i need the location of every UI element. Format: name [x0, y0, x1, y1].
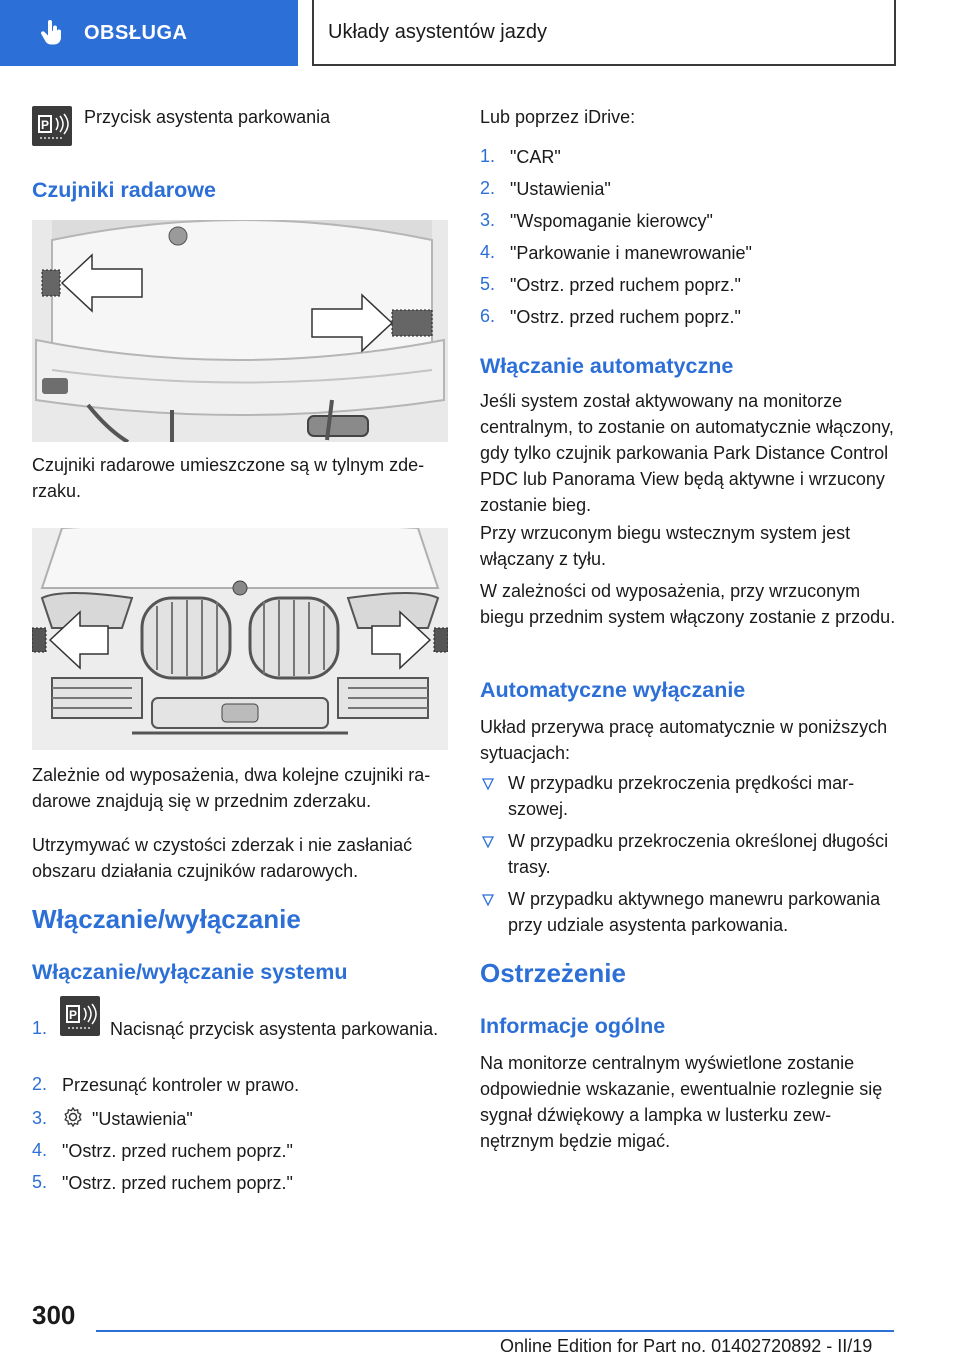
auto-off-bullet: W przypadku przekroczenia określonej długości trasy.	[508, 831, 889, 877]
figure1-caption: Czujniki radarowe umieszczone są w tylnym zderzaku.	[32, 455, 425, 501]
bullet-triangle-icon	[482, 894, 494, 906]
settings-gear-icon	[62, 1106, 84, 1128]
idrive-step-text: "Ustawienia"	[510, 179, 611, 199]
heading-on-off-system: Włączanie/wyłączanie systemu	[32, 960, 348, 984]
step-number: 3.	[32, 1108, 48, 1128]
heading-auto-off: Automatyczne wyłączanie	[480, 678, 746, 702]
idrive-step-text: "Parkowanie i manewrowanie"	[510, 243, 752, 263]
idrive-step-text: "CAR"	[510, 147, 561, 167]
bullet-triangle-icon	[482, 836, 494, 848]
svg-text:P: P	[41, 118, 50, 132]
heading-auto-on: Włączanie automatyczne	[480, 354, 734, 378]
front-bumper-figure	[32, 528, 448, 750]
rear-bumper-figure	[32, 220, 448, 442]
idrive-step-text: "Ostrz. przed ruchem poprz."	[510, 275, 741, 295]
heading-warning: Ostrzeżenie	[480, 958, 626, 988]
idrive-step-number: 1.	[480, 146, 496, 166]
step-text: Przesunąć kontroler w prawo.	[62, 1075, 300, 1095]
idrive-step-number: 5.	[480, 274, 496, 294]
heading-on-off: Włączanie/wyłączanie	[32, 904, 301, 934]
idrive-step-number: 6.	[480, 306, 496, 326]
parking-assist-button-icon	[60, 996, 100, 1036]
hand-pointer-icon	[40, 20, 64, 46]
general-info-paragraph: Na monitorze centralnym wyświetlone zostanie odpowiednie wskazanie, ewentualnie rozlegnie się sygnał dźwiękowy a lampka w lusterku zewnętrznym będzie migać.	[480, 1053, 883, 1151]
page-number: 300	[32, 1300, 76, 1330]
chapter-title: Układy asystentów jazdy	[328, 20, 547, 43]
keep-clean-note: Utrzymywać w czystości zderzak i nie zasłaniać obszaru działania czujników radarowych.	[32, 835, 413, 881]
auto-off-intro: Układ przerywa pracę automatycznie w poniższych sytuacjach:	[480, 717, 888, 763]
step-text: "Ostrz. przed ruchem poprz."	[62, 1173, 293, 1193]
idrive-step-number: 3.	[480, 210, 496, 230]
svg-text:P: P	[69, 1008, 78, 1022]
idrive-step-text: "Wspomaganie kierowcy"	[510, 211, 713, 231]
step-number: 5.	[32, 1172, 48, 1192]
step-text: Nacisnąć przycisk asystenta parkowania.	[110, 1019, 439, 1039]
icon-caption: Przycisk asystenta parkowania	[84, 107, 331, 127]
section-tab[interactable]	[0, 0, 298, 66]
bullet-triangle-icon	[482, 778, 494, 790]
parking-assist-button-icon	[32, 106, 72, 146]
auto-on-paragraph-3: W zależności od wyposażenia, przy wrzuconym biegu przednim system włączony zostanie z przodu.	[480, 581, 896, 627]
footer-divider	[96, 1330, 894, 1332]
auto-off-bullet: W przypadku aktywnego manewru parkowania przy udziale asystenta parkowania.	[508, 889, 881, 935]
auto-on-paragraph-1: Jeśli system został aktywowany na monitorze centralnym, to zostanie on automatycznie włączony, gdy tylko czujnik parkowania Park Distance Control PDC lub Panorama View będą aktywne i wrzucony zostanie bieg.	[480, 391, 894, 515]
step-number: 4.	[32, 1140, 48, 1160]
step-text: "Ustawienia"	[92, 1109, 193, 1129]
idrive-intro: Lub poprzez iDrive:	[480, 107, 636, 127]
heading-radar-sensors: Czujniki radarowe	[32, 178, 216, 202]
edition-note: Online Edition for Part no. 01402720892 - II/19	[500, 1336, 873, 1356]
chapter-title-box	[312, 0, 896, 66]
auto-on-paragraph-2: Przy wrzuconym biegu wstecznym system jest włączany z tyłu.	[480, 523, 851, 569]
section-title: OBSŁUGA	[84, 21, 188, 44]
step-number: 2.	[32, 1074, 48, 1094]
auto-off-bullet: W przypadku przekroczenia prędkości marszowej.	[508, 773, 855, 819]
heading-general-info: Informacje ogólne	[480, 1014, 666, 1038]
figure2-caption: Zależnie od wyposażenia, dwa kolejne czujniki radarowe znajdują się w przednim zderzaku.	[32, 765, 431, 811]
idrive-step-text: "Ostrz. przed ruchem poprz."	[510, 307, 741, 327]
step-number: 1.	[32, 1018, 48, 1038]
idrive-step-number: 4.	[480, 242, 496, 262]
idrive-step-number: 2.	[480, 178, 496, 198]
step-text: "Ostrz. przed ruchem poprz."	[62, 1141, 293, 1161]
